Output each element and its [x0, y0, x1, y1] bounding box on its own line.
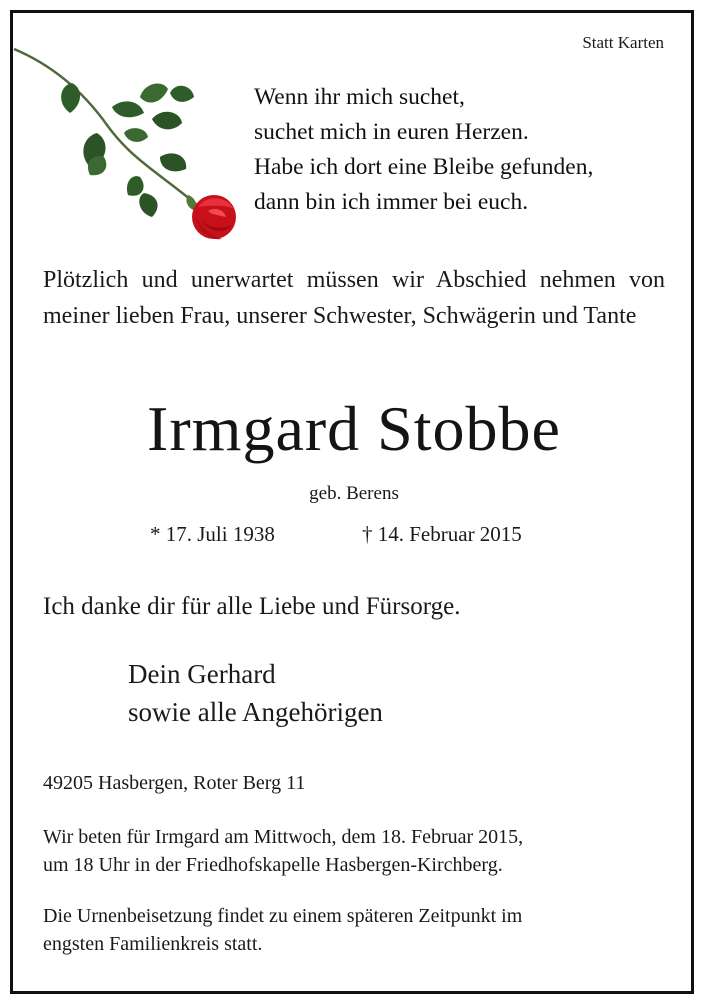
poem-line: dann bin ich immer bei euch.: [254, 189, 529, 215]
intro-text: Plötzlich und unerwartet müssen wir Abschied nehmen von meiner lieben Frau, unserer Schwester, Schwägerin und Tante: [43, 267, 665, 329]
signature: [128, 655, 383, 731]
poem-line: Habe ich dort eine Bleibe gefunden,: [254, 154, 594, 180]
poem-line: suchet mich in euren Herzen.: [254, 119, 529, 145]
rose-icon: [12, 45, 240, 245]
poem: [254, 80, 593, 220]
address: 49205 Hasbergen, Roter Berg 11: [43, 772, 306, 794]
statt-karten-note: Statt Karten: [582, 33, 664, 52]
deceased-name: Irmgard Stobbe: [147, 393, 561, 464]
service-line: um 18 Uhr in der Friedhofskapelle Hasbergen-Kirchberg.: [43, 854, 503, 876]
signature-line: sowie alle Angehörigen: [128, 697, 383, 727]
service-info: [43, 823, 523, 879]
birth-date: * 17. Juli 1938: [150, 522, 275, 546]
urn-line: engsten Familienkreis statt.: [43, 933, 263, 955]
urn-line: Die Urnenbeisetzung findet zu einem späteren Zeitpunkt im: [43, 905, 523, 927]
service-line: Wir beten für Irmgard am Mittwoch, dem 18. Februar 2015,: [43, 826, 524, 848]
maiden-name: geb. Berens: [309, 483, 399, 504]
signature-line: Dein Gerhard: [128, 659, 276, 689]
death-date: † 14. Februar 2015: [362, 522, 522, 546]
urn-info: [43, 902, 522, 958]
poem-line: Wenn ihr mich suchet,: [254, 84, 465, 110]
thanks-line: Ich danke dir für alle Liebe und Fürsorge.: [43, 593, 461, 620]
